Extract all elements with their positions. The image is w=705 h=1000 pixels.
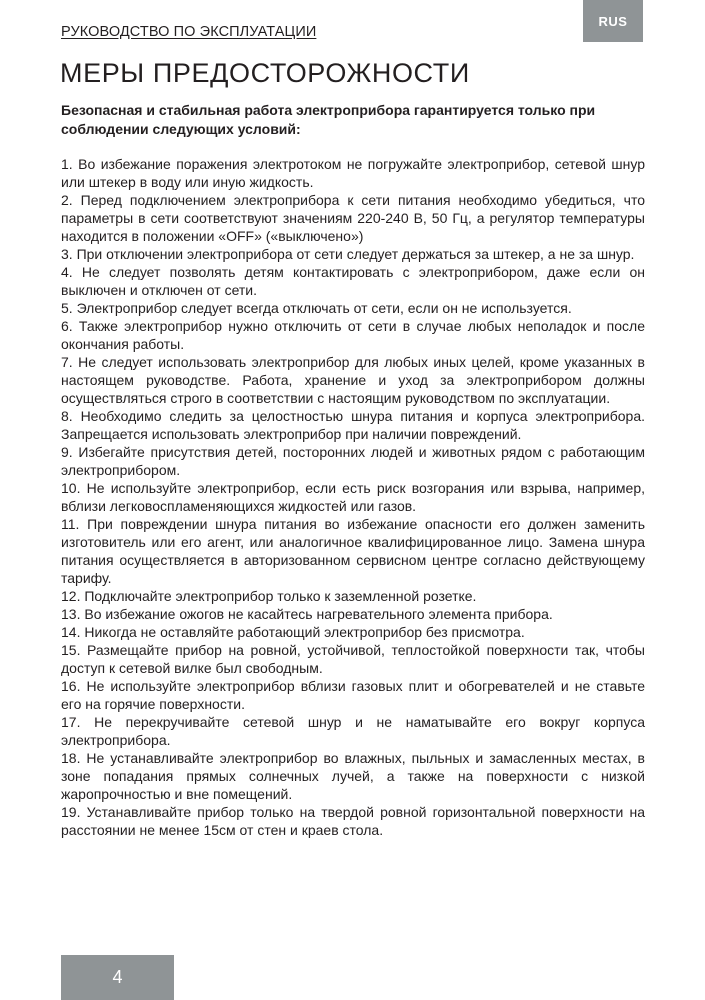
rule-item: 9. Избегайте присутствия детей, посторонних людей и животных рядом с работающим электроприбором. — [61, 444, 645, 478]
rule-item: 10. Не используйте электроприбор, если есть риск возгорания или взрыва, например, вблизи легковоспламеняющихся жидкостей или газов. — [61, 480, 645, 514]
rule-item: 1. Во избежание поражения электротоком не погружайте электроприбор, сетевой шнур или штекер в воду или иную жидкость. — [61, 156, 645, 190]
rule-item: 11. При повреждении шнура питания во избежание опасности его должен заменить изготовитель или его агент, или аналогичное квалифицированное лицо. Замена шнура питания осуществляется в авторизованном сервисном центре согласно действующему тарифу. — [61, 516, 645, 586]
rule-item: 14. Никогда не оставляйте работающий электроприбор без присмотра. — [61, 624, 525, 640]
rule-item: 3. При отключении электроприбора от сети следует держаться за штекер, а не за шнур. — [61, 246, 635, 262]
rule-item: 7. Не следует использовать электроприбор для любых иных целей, кроме указанных в настоящем руководстве. Работа, хранение и уход за электроприбором должны осуществляться строго в соответствии с настоящим руководством по эксплуатации. — [61, 354, 645, 406]
rule-item: 12. Подключайте электроприбор только к заземленной розетке. — [61, 588, 477, 604]
rule-item: 5. Электроприбор следует всегда отключать от сети, если он не используется. — [61, 300, 572, 316]
rule-item: 8. Необходимо следить за целостностью шнура питания и корпуса электроприбора. Запрещается использовать электроприбор при наличии повреждений. — [61, 408, 645, 442]
rule-item: 2. Перед подключением электроприбора к сети питания необходимо убедиться, что параметры в сети соответствуют значениям 220-240 В, 50 Гц, а регулятор температуры находится в положении «OFF» («выключено») — [61, 192, 645, 244]
page-number: 4 — [61, 955, 174, 1000]
rule-item: 18. Не устанавливайте электроприбор во влажных, пыльных и замасленных местах, в зоне попадания прямых солнечных лучей, а также на поверхности с низкой жаропрочностью и вне помещений. — [61, 750, 645, 802]
intro-text: Безопасная и стабильная работа электроприбора гарантируется только при соблюдении следующих условий: — [61, 102, 596, 137]
rule-item: 6. Также электроприбор нужно отключить от сети в случае любых неполадок и после окончания работы. — [61, 318, 645, 352]
rule-item: 15. Размещайте прибор на ровной, устойчивой, теплостойкой поверхности так, чтобы доступ к сетевой вилке был свободным. — [61, 642, 645, 676]
rule-item: 19. Устанавливайте прибор только на твердой ровной горизонтальной поверхности на расстоянии не менее 15см от стен и краев стола. — [61, 804, 645, 838]
language-tab: RUS — [583, 0, 643, 42]
rule-item: 16. Не используйте электроприбор вблизи газовых плит и обогревателей и не ставьте его на горячие поверхности. — [61, 678, 645, 712]
page-title: МЕРЫ ПРЕДОСТОРОЖНОСТИ — [60, 58, 470, 88]
rule-item: 17. Не перекручивайте сетевой шнур и не наматывайте его вокруг корпуса электроприбора. — [61, 714, 645, 748]
rule-item: 4. Не следует позволять детям контактировать с электроприбором, даже если он выключен и отключен от сети. — [61, 264, 645, 298]
rule-item: 13. Во избежание ожогов не касайтесь нагревательного элемента прибора. — [61, 606, 553, 622]
manual-header: РУКОВОДСТВО ПО ЭКСПЛУАТАЦИИ — [61, 24, 317, 40]
rules-list — [61, 155, 645, 839]
